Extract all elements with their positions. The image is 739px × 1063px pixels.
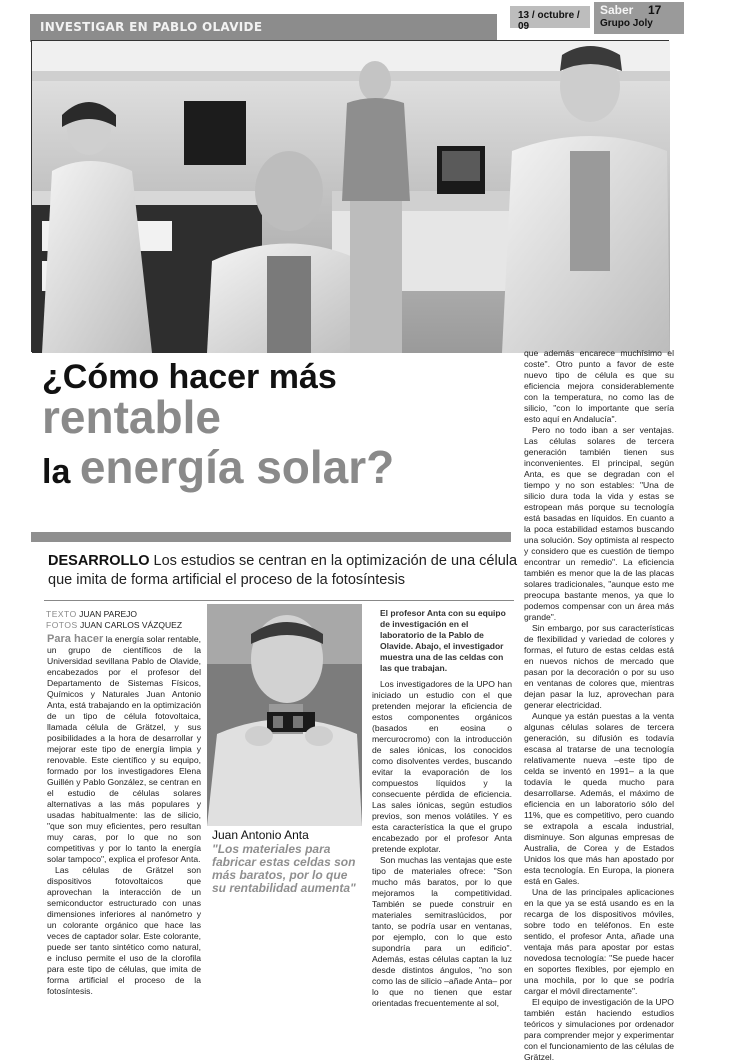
subhead-text: Los estudios se centran en la optimización de una célula que imita de forma artificial el proceso de la fotosíntesis <box>48 553 518 588</box>
col2-paragraph-1: Los investigadores de la UPO han iniciado un estudio con el que pretenden mejorar la eficiencia de estos componentes orgánicos (basados en eosina o mercurocromo) con la introducción de sales iónicas, los conocidos como disolventes verdes, buscando evitar la evaporación de los compuestos líquidos y la consecuente pérdida de eficiencia. Las sales iónicas, según estudios previos, son menos volátiles. Y es esta característica la que el grupo encabezado por el profesor Anta pretende explotar. <box>372 679 512 854</box>
headline <box>42 358 512 493</box>
subhead-rule <box>44 600 514 601</box>
col1-paragraph-2: Las células de Grätzel son dispositivos fotovoltaicos que aprovechan la interacción de un semiconductor estructurado con unas dimensiones inferiores al nanómetro y un colorante orgánico que hace las veces de captador solar. Este colorante, puede ser tanto sintético como natural, e incluso permite el uso de la clorofila para este tipo de células, que imita de forma artificial el proceso de la fotosíntesis. <box>47 865 201 996</box>
col3-paragraph-3: Sin embargo, por sus características de flexibilidad y variedad de colores y formas, el futuro de estas celdas está en nuevos nichos de mercado que pasan por la decoración o por su uso en ventanas de colores que, mientras dejan pasar la luz, aprovechan para generar electricidad. <box>524 623 674 710</box>
headline-rule <box>31 532 511 542</box>
photo-credit-label: FOTOS <box>46 620 78 630</box>
headline-part-4: energía solar? <box>79 441 395 493</box>
date-box <box>510 6 590 32</box>
article-column-2 <box>372 679 512 1009</box>
headline-part-1: ¿Cómo hacer más <box>42 358 337 396</box>
team-lab-photo <box>31 40 669 352</box>
pull-quote: "Los materiales para fabricar estas celdas son más baratos, por lo que su rentabilidad aumenta" <box>212 842 356 895</box>
publisher-group: Grupo Joly <box>600 18 653 29</box>
issue-date: 13 / octubre / 09 <box>518 10 580 32</box>
headline-part-2: rentable <box>42 391 221 443</box>
photo-credit-author: JUAN CARLOS VÁZQUEZ <box>80 620 183 630</box>
quote-attribution: Juan Antonio Anta <box>212 828 309 842</box>
col1-paragraph-1: la energía solar rentable, un grupo de científicos de la Universidad sevillana Pablo de Olavide, encabezados por el profesor del Departamento de Sistemas Físicos, Químicos y Naturales Juan Antonio Anta, está trabajando en la optimización de un tipo de célula fotovoltaica, llamada célula de Grätzel, y sus posibilidades a la hora de desarrollar y mejorar este tipo de energía limpia y renovable. Este científico y su equipo, formado por los investigadores Elena Guillén y Pablo González, se centran en el estudio de células solares alternativas a las más populares y usadas habitualmente: las de silicio, "que son muy eficientes, pero resultan muy caras, por lo que no son competitivas y por lo tanto la energía solar tampoco", explica el profesor Anta. <box>47 634 201 864</box>
subhead <box>48 552 518 590</box>
section-title: INVESTIGAR EN PABLO OLAVIDE <box>40 20 263 34</box>
headline-line-2 <box>42 441 512 493</box>
text-credit-label: TEXTO <box>46 609 77 619</box>
brand-name: Saber <box>600 3 634 17</box>
text-credit-author: JUAN PAREJO <box>79 609 137 619</box>
brand-box <box>594 2 684 34</box>
col3-paragraph-2: Pero no todo iban a ser ventajas. Las células solares de tercera generación también tienen sus inconvenientes. El principal, según Anta, es que se degradan con el tiempo y no son estables: "Una de silicio dura toda la vida y estas se estropean más porque su tecnología está basadas en líquidos. En cuanto a la poca estabilidad estamos buscando una solución. Soy optimista al respecto y considero que es cuestión de tiempo encontrar un remedio". La eficiencia también es menor que la de las placas solares tradicionales, "aunque esto me preocupa bastante menos, ya que lo podemos compensar con un área más grande". <box>524 425 674 622</box>
researcher-portrait-illustration <box>207 604 362 826</box>
article-column-3 <box>524 348 674 1063</box>
researcher-portrait <box>207 604 362 826</box>
team-lab-photo-illustration <box>32 41 670 353</box>
col3-paragraph-5: Una de las principales aplicaciones en la que ya se está usando es en la recarga de los dispositivos móviles, sobre todo en teléfonos. En este sentido, el profesor Anta, añade una ventaja más para apostar por estas novedosa tecnología: "Se puede hacer en soportes flexibles, por ejemplo en una mochila, por lo que se podría cargar el móvil directamente". <box>524 887 674 996</box>
col3-paragraph-4: Aunque ya están puestas a la venta algunas células solares de tercera generación, su difusión es todavía escasa al tratarse de una tecnología relativamente nueva –este tipo de celda se inventó en 1991– a la que todavía le queda mucho para desarrollarse. Además, el máximo de eficiencia en un laboratorio sólo del 11%, que es competitivo, pero cuando se extrapola a escala industrial, disminuye. Son algunas empresas de Australia, de Corea y de Estados Unidos los que más han apostado por esta tecnología. En Europa, la pionera está en Gales. <box>524 711 674 886</box>
headline-line-1 <box>42 358 512 443</box>
page-number: 17 <box>648 3 662 17</box>
photo-credit <box>46 620 196 631</box>
article-column-1 <box>47 634 201 997</box>
col3-paragraph-6: El equipo de investigación de la UPO también están haciendo estudios teóricos y simulaciones por ordenador para comprender mejor y experimentar con el funcionamiento de las células de Grätzel. <box>524 997 675 1062</box>
photo-caption: El profesor Anta con su equipo de investigación en el laboratorio de la Pablo de Olavide. Abajo, el investigador muestra una de las celdas con las que trabajan. <box>380 608 506 673</box>
section-band <box>30 14 497 42</box>
col3-paragraph-1: que además encarece muchísimo el coste". Otro punto a favor de este nuevo tipo de célula es que su eficiencia mejora considerablemente con la temperatura, no como las de silicio, "con lo importante que sería esto aquí en Andalucía". <box>524 348 674 424</box>
text-credit <box>46 609 196 620</box>
col2-paragraph-2: Son muchas las ventajas que este tipo de materiales ofrece: "Son mucho más baratos, por lo que mejoramos la competitividad. También se puede construir en materiales semitraslúcidos, por tanto, se podría usar en ventanas, por ejemplo, con lo que esto supondría para un edificio". Además, estas células captan la luz desde distintos ángulos, "no son como las de silicio –añade Anta– por lo que no tienen que estar orientadas frecuentemente al sol, <box>372 855 512 1008</box>
subhead-kicker: DESARROLLO <box>48 553 150 569</box>
headline-part-3: la <box>42 453 80 491</box>
byline <box>46 609 196 631</box>
lead-in: Para hacer <box>47 633 104 645</box>
